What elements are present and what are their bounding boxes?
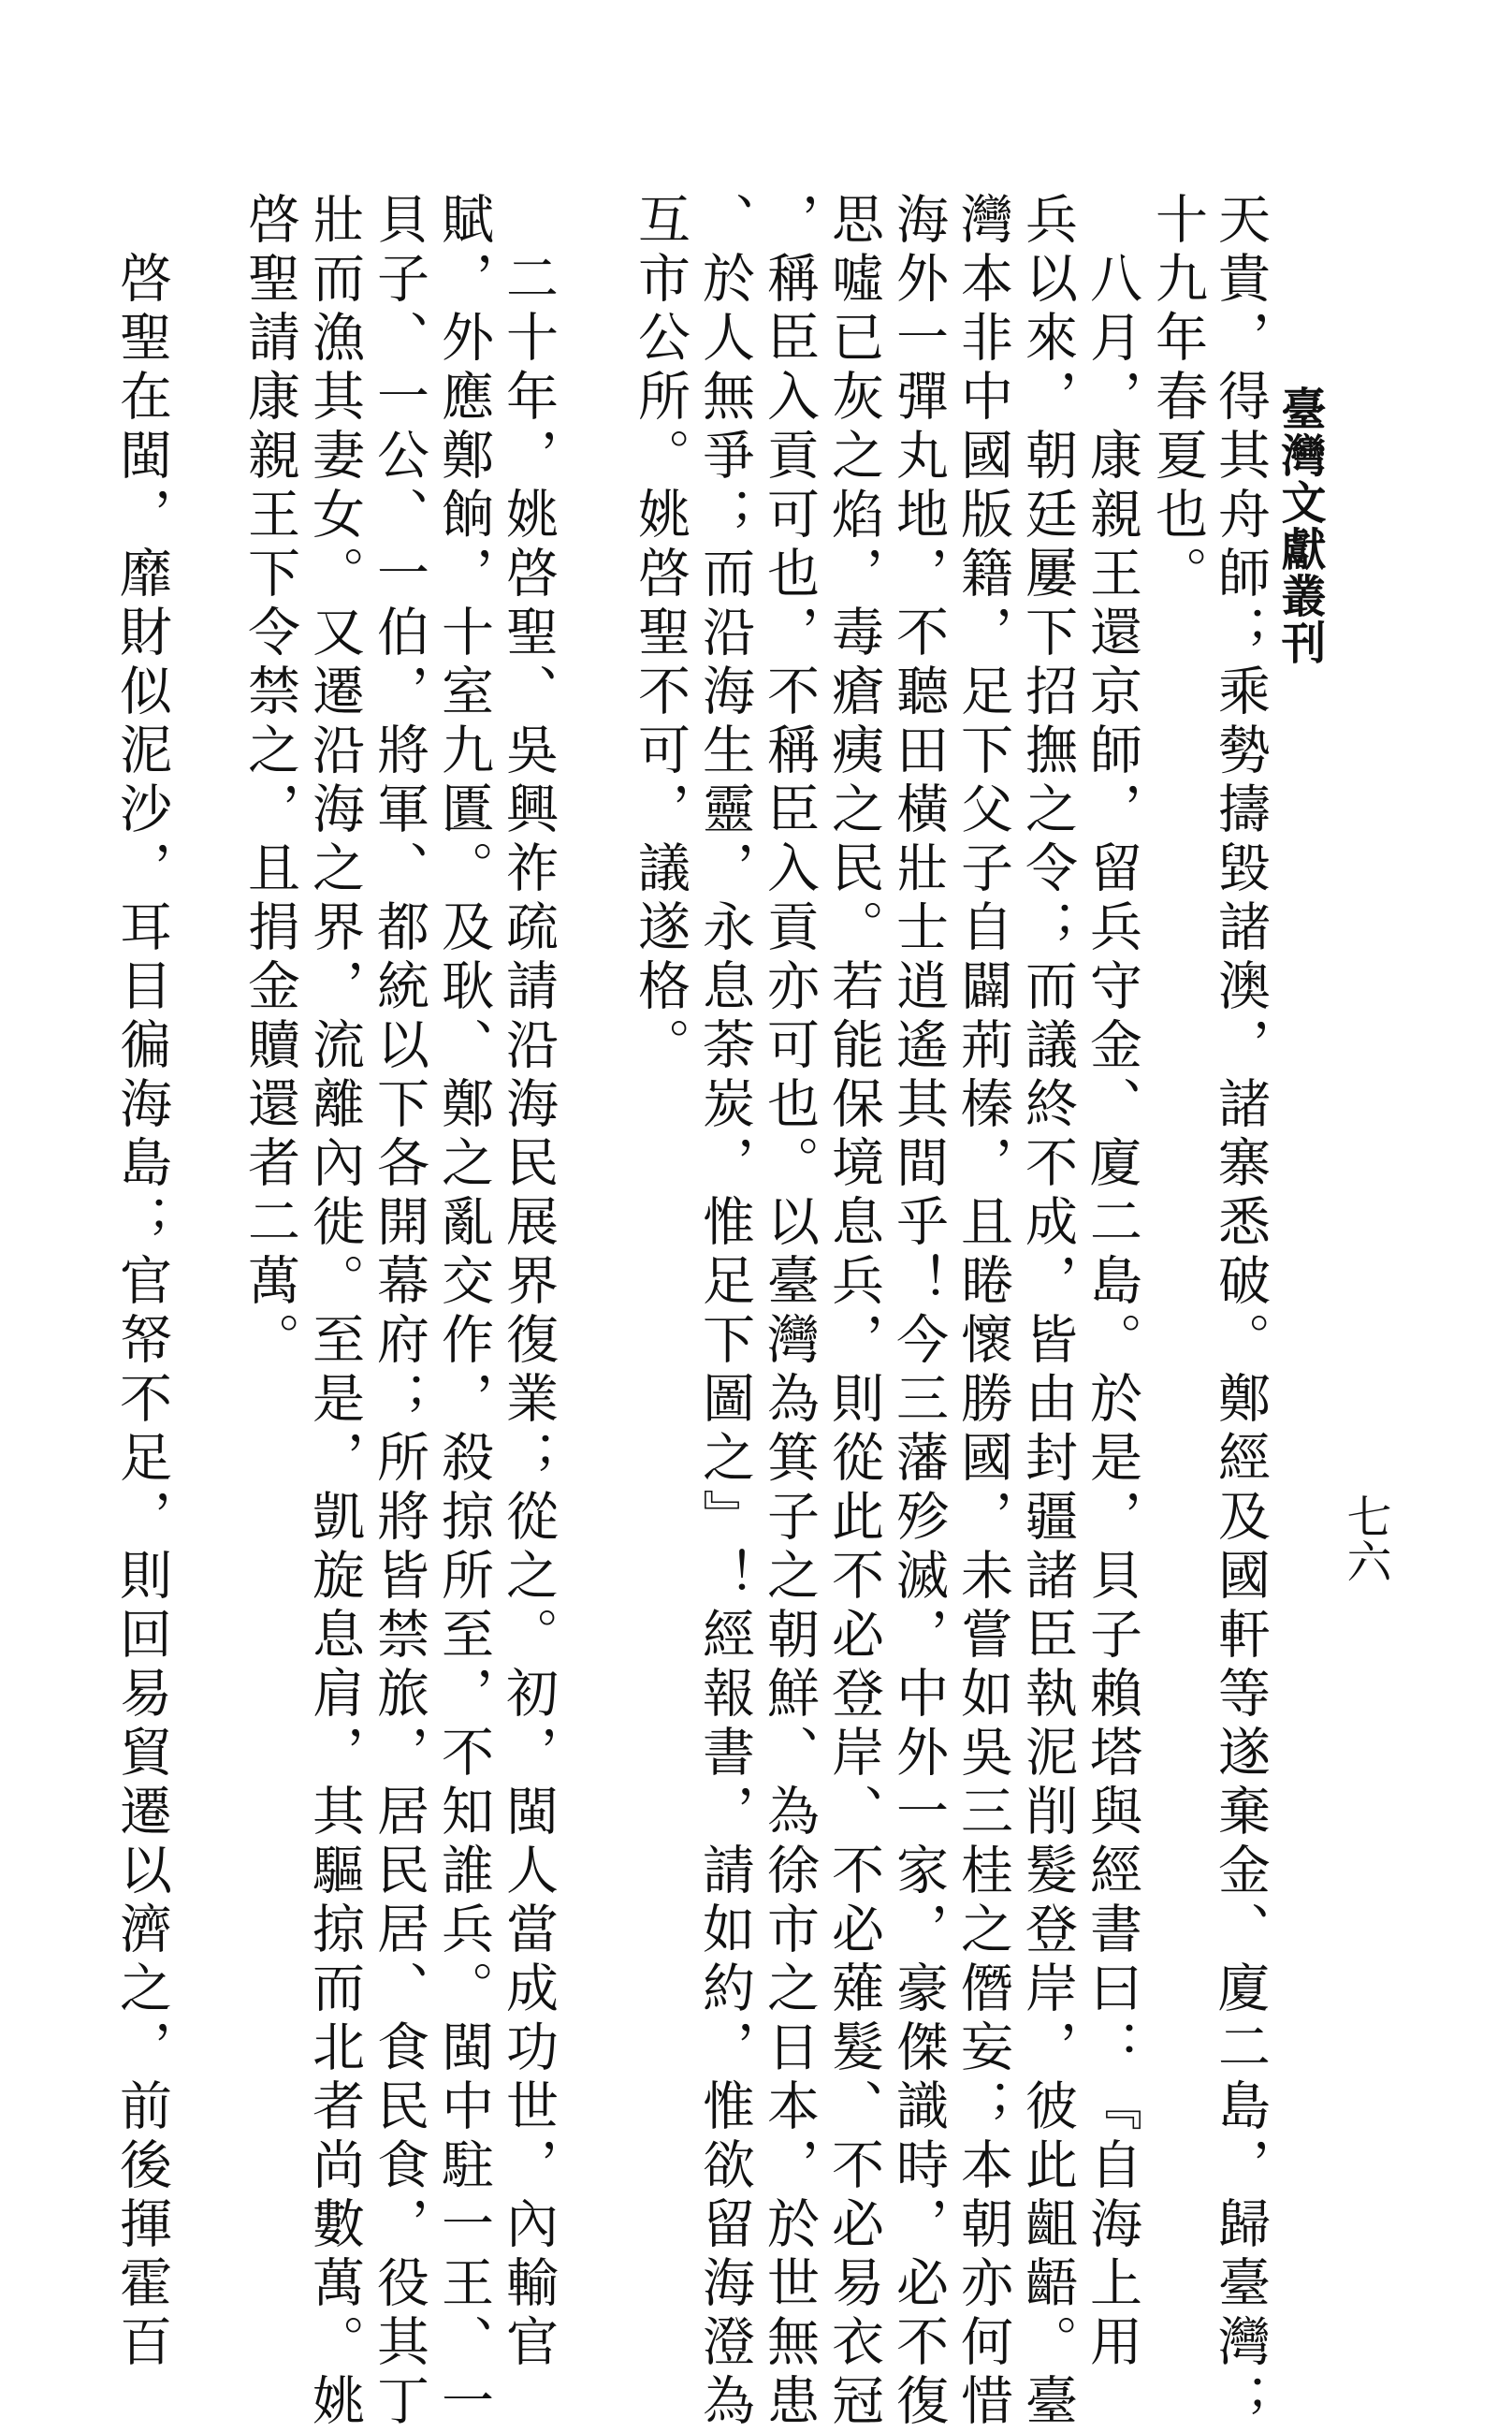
text-column-12: 賦，外應鄭餉，十室九匱。及耿、鄭之亂交作，殺掠所至，不知誰兵。閩中駐一王、一 [433,192,494,2432]
text-column-11: 二十年，姚啓聖、吳興祚疏請沿海民展界復業；從之。初，閩人當成功世，內輸官 [498,251,559,2373]
page-number: 七六 [1339,1493,1391,1583]
text-column-10: 互市公所。姚啓聖不可，議遂格。 [630,192,691,1076]
text-column-15: 啓聖請康親王下令禁之，且捐金贖還者二萬。 [240,192,300,1371]
text-column-14: 壯而漁其妻女。又遷沿海之界，流離內徙。至是，凱旋息肩，其驅掠而北者尚數萬。姚 [304,192,365,2432]
text-column-3: 八月，康親王還京師，留兵守金、廈二島。於是，貝子賴塔與經書曰：『自海上用 [1082,251,1142,2373]
running-header-title: 臺灣文獻叢刊 [1273,386,1326,666]
text-column-8: ，稱臣入貢可也，不稱臣入貢亦可也。以臺灣為箕子之朝鮮、為徐市之日本，於世無患 [759,192,820,2432]
text-column-7: 思噓已灰之焰，毒瘡痍之民。若能保境息兵，則從此不必登岸、不必薙髮、不必易衣冠 [823,192,884,2432]
text-column-6: 海外一彈丸地，不聽田橫壯士逍遙其間乎！今三藩殄滅，中外一家，豪傑識時，必不復 [888,192,949,2432]
text-column-13: 貝子、一公、一伯，將軍、都統以下各開幕府；所將皆禁旅，居民居、食民食，役其丁 [369,192,429,2432]
text-column-9: 、於人無爭；而沿海生靈，永息荼炭，惟足下圖之』！經報書，請如約，惟欲留海澄為 [694,192,755,2432]
text-column-16: 啓聖在閩，靡財似泥沙，耳目徧海島；官帑不足，則回易貿遷以濟之，前後揮霍百 [111,251,172,2373]
text-column-2: 十九年春夏也。 [1147,192,1208,604]
text-column-5: 灣本非中國版籍，足下父子自闢荊榛，且睠懷勝國，未嘗如吳三桂之僭妄；本朝亦何惜 [952,192,1013,2432]
text-column-1: 天貴，得其舟師；乘勢擣毀諸澳，諸寨悉破。鄭經及國軒等遂棄金、廈二島，歸臺灣； [1210,192,1271,2432]
text-column-4: 兵以來，朝廷屢下招撫之令；而議終不成，皆由封疆諸臣執泥削髮登岸，彼此齟齬。臺 [1017,192,1078,2432]
